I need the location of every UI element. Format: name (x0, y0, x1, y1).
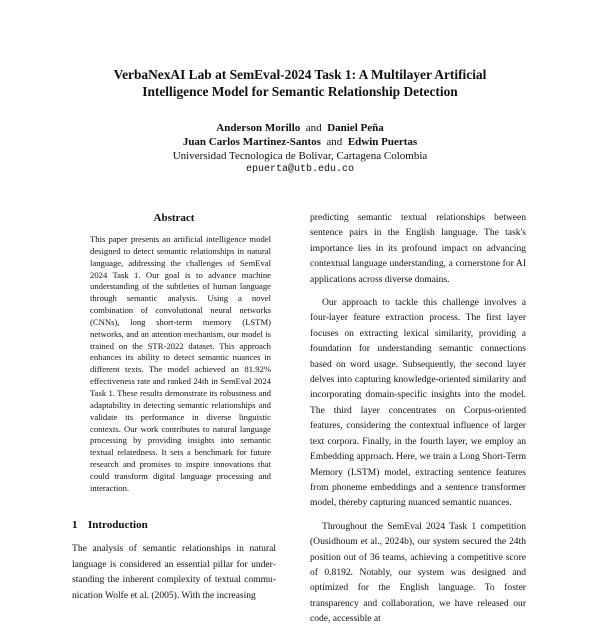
author-conjunction: and (305, 122, 322, 134)
author-name: Edwin Puertas (347, 136, 418, 148)
section-number: 1 (72, 519, 78, 531)
title-line-2: Intelligence Model for Semantic Relationship Detection (142, 84, 458, 99)
author-row-1 (40, 121, 560, 135)
section-title: Introduction (88, 519, 148, 531)
abstract-text: This paper presents an artificial intelligence model designed to detect semantic relationships in natural language, addressing the challenges of SemEval 2024 Task 1. Our goal is to advance machine understanding of the subtleties of human language through semantic analysis. Using a novel combination of convolutional neural networks (CNNs), long short-term memory (LSTM) networks, and an attention mechanism, our model is trained on the STR-2022 dataset. This approach enhances its ability to detect semantic nuances in different texts. The model achieved an 81.92% effectiveness rate and ranked 24th in SemEval 2024 Task 1. These results demonstrate its robustness and adaptability in detecting semantic relationships and validate its performance in diverse linguistic contexts. Our work contributes to natural language processing by providing insights into semantic textual relatedness. It sets a benchmark for future research and promises to inspire innovations that could transform digital language processing and interaction. (90, 234, 271, 493)
introduction-paragraph-continued: predicting semantic textual relationships between sentence pairs in the English language. The task's importance lies in its profound impact on advancing contextual language understanding, a cornerstone for AI applications across diverse domains. (310, 212, 526, 285)
author-row-2 (40, 135, 560, 149)
right-column (310, 210, 526, 635)
author-email: epuerta@utb.edu.co (245, 164, 355, 175)
author-block (40, 121, 560, 177)
abstract-heading: Abstract (153, 212, 195, 224)
author-name: Daniel Peña (327, 122, 384, 134)
section-heading-introduction (72, 519, 282, 531)
introduction-paragraph-results: Throughout the SemEval 2024 Task 1 competition (Ousidhoum et al., 2024b), our system secured the 24th position out of 36 teams, achieving a competitive score of 0.8192. Notably, our system was designed and optimized for the English language. To foster transparency and collaboration, we have released our code, accessible at (310, 520, 526, 625)
author-name: Juan Carlos Martinez-Santos (182, 136, 321, 148)
author-name: Anderson Morillo (216, 122, 301, 134)
author-conjunction: and (326, 136, 343, 148)
paper-title (40, 66, 560, 100)
title-line-1: VerbaNexAI Lab at SemEval-2024 Task 1: A Multilayer Artificial (113, 67, 487, 82)
affiliation: Universidad Tecnologica de Bolivar, Cartagena Colombia (172, 150, 428, 162)
introduction-paragraph-left: The analysis of semantic relationships in natural language is considered an essential pillar for understanding the inherent complexity of textual communication Wolfe et al. (2005). With the increasing (72, 543, 276, 601)
introduction-paragraph-approach: Our approach to tackle this challenge involves a four-layer feature extraction process. The first layer focuses on extracting lexical similarity, providing a foundation for understanding semantic connections based on word usage. Subsequently, the second layer delves into capturing knowledge-oriented similarity and incorporating domain-specific insights into the model. The third layer concentrates on Corpus-oriented features, considering the contextual influence of larger text corpora. Finally, in the fourth layer, we employ an Embedding approach. Here, we train a Long Short-Term Memory (LSTM) model, extracting sentence features from phoneme embeddings and a sentence transformer model, thereby capturing nuanced semantic nuances. (310, 297, 526, 509)
